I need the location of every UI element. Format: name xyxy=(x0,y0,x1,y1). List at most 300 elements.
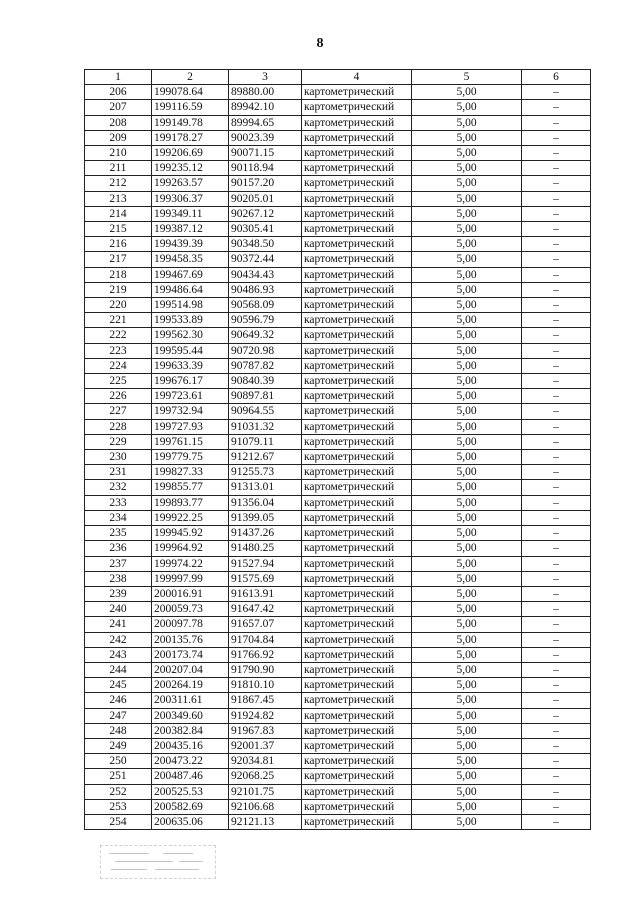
point-number-cell: 218 xyxy=(85,267,152,282)
table-row xyxy=(85,814,591,829)
description-cell: – xyxy=(522,799,591,814)
accuracy-cell: 5,00 xyxy=(412,282,522,297)
method-cell: картометрический xyxy=(302,191,412,206)
accuracy-cell: 5,00 xyxy=(412,754,522,769)
description-cell: – xyxy=(522,602,591,617)
accuracy-cell: 5,00 xyxy=(412,784,522,799)
point-number-cell: 253 xyxy=(85,799,152,814)
y-coordinate-cell: 91437.26 xyxy=(229,526,302,541)
method-cell: картометрический xyxy=(302,222,412,237)
table-row xyxy=(85,298,591,313)
accuracy-cell: 5,00 xyxy=(412,678,522,693)
table-row xyxy=(85,191,591,206)
point-number-cell: 236 xyxy=(85,541,152,556)
method-cell: картометрический xyxy=(302,100,412,115)
method-cell: картометрический xyxy=(302,571,412,586)
point-number-cell: 239 xyxy=(85,586,152,601)
method-cell: картометрический xyxy=(302,738,412,753)
description-cell: – xyxy=(522,237,591,252)
description-cell: – xyxy=(522,632,591,647)
accuracy-cell: 5,00 xyxy=(412,389,522,404)
accuracy-cell: 5,00 xyxy=(412,526,522,541)
description-cell: – xyxy=(522,495,591,510)
method-cell: картометрический xyxy=(302,693,412,708)
x-coordinate-cell: 199235.12 xyxy=(152,161,229,176)
description-cell: – xyxy=(522,343,591,358)
point-number-cell: 238 xyxy=(85,571,152,586)
y-coordinate-cell: 90720.98 xyxy=(229,343,302,358)
y-coordinate-cell: 91480.25 xyxy=(229,541,302,556)
point-number-cell: 237 xyxy=(85,556,152,571)
table-row xyxy=(85,404,591,419)
point-number-cell: 248 xyxy=(85,723,152,738)
y-coordinate-cell: 90305.41 xyxy=(229,222,302,237)
accuracy-cell: 5,00 xyxy=(412,176,522,191)
description-cell: – xyxy=(522,176,591,191)
x-coordinate-cell: 200582.69 xyxy=(152,799,229,814)
coordinates-table xyxy=(84,69,591,830)
method-cell: картометрический xyxy=(302,237,412,252)
table-row xyxy=(85,693,591,708)
description-cell: – xyxy=(522,541,591,556)
y-coordinate-cell: 91790.90 xyxy=(229,662,302,677)
method-cell: картометрический xyxy=(302,708,412,723)
accuracy-cell: 5,00 xyxy=(412,602,522,617)
description-cell: – xyxy=(522,100,591,115)
table-row xyxy=(85,389,591,404)
method-cell: картометрический xyxy=(302,343,412,358)
page-number: 8 xyxy=(316,36,324,51)
point-number-cell: 247 xyxy=(85,708,152,723)
x-coordinate-cell: 200264.19 xyxy=(152,678,229,693)
accuracy-cell: 5,00 xyxy=(412,191,522,206)
accuracy-cell: 5,00 xyxy=(412,450,522,465)
description-cell: – xyxy=(522,678,591,693)
table-row xyxy=(85,343,591,358)
y-coordinate-cell: 90787.82 xyxy=(229,358,302,373)
table-row xyxy=(85,678,591,693)
table-row xyxy=(85,647,591,662)
description-cell: – xyxy=(522,130,591,145)
description-cell: – xyxy=(522,419,591,434)
method-cell: картометрический xyxy=(302,662,412,677)
accuracy-cell: 5,00 xyxy=(412,738,522,753)
description-cell: – xyxy=(522,723,591,738)
accuracy-cell: 5,00 xyxy=(412,465,522,480)
description-cell: – xyxy=(522,571,591,586)
x-coordinate-cell: 199349.11 xyxy=(152,206,229,221)
method-cell: картометрический xyxy=(302,85,412,100)
x-coordinate-cell: 199997.99 xyxy=(152,571,229,586)
point-number-cell: 228 xyxy=(85,419,152,434)
y-coordinate-cell: 90596.79 xyxy=(229,313,302,328)
description-cell: – xyxy=(522,252,591,267)
point-number-cell: 230 xyxy=(85,450,152,465)
table-row xyxy=(85,769,591,784)
accuracy-cell: 5,00 xyxy=(412,313,522,328)
x-coordinate-cell: 199633.39 xyxy=(152,358,229,373)
table-row xyxy=(85,85,591,100)
method-cell: картометрический xyxy=(302,586,412,601)
method-cell: картометрический xyxy=(302,510,412,525)
method-cell: картометрический xyxy=(302,769,412,784)
description-cell: – xyxy=(522,206,591,221)
point-number-cell: 220 xyxy=(85,298,152,313)
method-cell: картометрический xyxy=(302,161,412,176)
x-coordinate-cell: 199514.98 xyxy=(152,298,229,313)
point-number-cell: 222 xyxy=(85,328,152,343)
x-coordinate-cell: 199206.69 xyxy=(152,146,229,161)
description-cell: – xyxy=(522,298,591,313)
description-cell: – xyxy=(522,85,591,100)
accuracy-cell: 5,00 xyxy=(412,586,522,601)
accuracy-cell: 5,00 xyxy=(412,556,522,571)
description-cell: – xyxy=(522,480,591,495)
method-cell: картометрический xyxy=(302,556,412,571)
y-coordinate-cell: 90372.44 xyxy=(229,252,302,267)
table-row xyxy=(85,526,591,541)
description-cell: – xyxy=(522,784,591,799)
method-cell: картометрический xyxy=(302,814,412,829)
accuracy-cell: 5,00 xyxy=(412,206,522,221)
description-cell: – xyxy=(522,769,591,784)
method-cell: картометрический xyxy=(302,389,412,404)
table-row xyxy=(85,222,591,237)
point-number-cell: 240 xyxy=(85,602,152,617)
table-row xyxy=(85,176,591,191)
y-coordinate-cell: 89994.65 xyxy=(229,115,302,130)
description-cell: – xyxy=(522,267,591,282)
y-coordinate-cell: 92001.37 xyxy=(229,738,302,753)
table-row xyxy=(85,252,591,267)
x-coordinate-cell: 200349.60 xyxy=(152,708,229,723)
accuracy-cell: 5,00 xyxy=(412,571,522,586)
y-coordinate-cell: 92068.25 xyxy=(229,769,302,784)
x-coordinate-cell: 200473.22 xyxy=(152,754,229,769)
x-coordinate-cell: 199827.33 xyxy=(152,465,229,480)
accuracy-cell: 5,00 xyxy=(412,708,522,723)
point-number-cell: 245 xyxy=(85,678,152,693)
description-cell: – xyxy=(522,191,591,206)
x-coordinate-cell: 199387.12 xyxy=(152,222,229,237)
description-cell: – xyxy=(522,389,591,404)
description-cell: – xyxy=(522,328,591,343)
accuracy-cell: 5,00 xyxy=(412,480,522,495)
point-number-cell: 225 xyxy=(85,374,152,389)
point-number-cell: 246 xyxy=(85,693,152,708)
table-row xyxy=(85,358,591,373)
method-cell: картометрический xyxy=(302,799,412,814)
y-coordinate-cell: 92106.68 xyxy=(229,799,302,814)
y-coordinate-cell: 90649.32 xyxy=(229,328,302,343)
description-cell: – xyxy=(522,693,591,708)
point-number-cell: 252 xyxy=(85,784,152,799)
table-row xyxy=(85,237,591,252)
description-cell: – xyxy=(522,586,591,601)
y-coordinate-cell: 91613.91 xyxy=(229,586,302,601)
point-number-cell: 242 xyxy=(85,632,152,647)
y-coordinate-cell: 91924.82 xyxy=(229,708,302,723)
y-coordinate-cell: 91313.01 xyxy=(229,480,302,495)
x-coordinate-cell: 200207.04 xyxy=(152,662,229,677)
point-number-cell: 227 xyxy=(85,404,152,419)
method-cell: картометрический xyxy=(302,450,412,465)
x-coordinate-cell: 200059.73 xyxy=(152,602,229,617)
description-cell: – xyxy=(522,222,591,237)
method-cell: картометрический xyxy=(302,526,412,541)
accuracy-cell: 5,00 xyxy=(412,252,522,267)
table-row xyxy=(85,130,591,145)
table-body xyxy=(85,85,591,830)
point-number-cell: 231 xyxy=(85,465,152,480)
x-coordinate-cell: 200525.53 xyxy=(152,784,229,799)
x-coordinate-cell: 199562.30 xyxy=(152,328,229,343)
method-cell: картометрический xyxy=(302,374,412,389)
accuracy-cell: 5,00 xyxy=(412,510,522,525)
x-coordinate-cell: 199727.93 xyxy=(152,419,229,434)
accuracy-cell: 5,00 xyxy=(412,85,522,100)
table-row xyxy=(85,799,591,814)
x-coordinate-cell: 200635.06 xyxy=(152,814,229,829)
y-coordinate-cell: 90157.20 xyxy=(229,176,302,191)
method-cell: картометрический xyxy=(302,130,412,145)
accuracy-cell: 5,00 xyxy=(412,769,522,784)
method-cell: картометрический xyxy=(302,358,412,373)
x-coordinate-cell: 199732.94 xyxy=(152,404,229,419)
table-row xyxy=(85,495,591,510)
description-cell: – xyxy=(522,450,591,465)
description-cell: – xyxy=(522,814,591,829)
accuracy-cell: 5,00 xyxy=(412,647,522,662)
point-number-cell: 254 xyxy=(85,814,152,829)
table-row xyxy=(85,146,591,161)
y-coordinate-cell: 90205.01 xyxy=(229,191,302,206)
description-cell: – xyxy=(522,313,591,328)
y-coordinate-cell: 92034.81 xyxy=(229,754,302,769)
method-cell: картометрический xyxy=(302,267,412,282)
accuracy-cell: 5,00 xyxy=(412,541,522,556)
y-coordinate-cell: 91967.83 xyxy=(229,723,302,738)
x-coordinate-cell: 199974.22 xyxy=(152,556,229,571)
table-row xyxy=(85,586,591,601)
method-cell: картометрический xyxy=(302,206,412,221)
method-cell: картометрический xyxy=(302,465,412,480)
x-coordinate-cell: 199761.15 xyxy=(152,434,229,449)
header-col-4: 4 xyxy=(302,70,412,85)
description-cell: – xyxy=(522,556,591,571)
x-coordinate-cell: 199486.64 xyxy=(152,282,229,297)
y-coordinate-cell: 91766.92 xyxy=(229,647,302,662)
accuracy-cell: 5,00 xyxy=(412,617,522,632)
header-col-6: 6 xyxy=(522,70,591,85)
method-cell: картометрический xyxy=(302,632,412,647)
accuracy-cell: 5,00 xyxy=(412,358,522,373)
y-coordinate-cell: 91356.04 xyxy=(229,495,302,510)
y-coordinate-cell: 91575.69 xyxy=(229,571,302,586)
x-coordinate-cell: 199595.44 xyxy=(152,343,229,358)
accuracy-cell: 5,00 xyxy=(412,298,522,313)
point-number-cell: 214 xyxy=(85,206,152,221)
point-number-cell: 234 xyxy=(85,510,152,525)
table-row xyxy=(85,267,591,282)
point-number-cell: 224 xyxy=(85,358,152,373)
method-cell: картометрический xyxy=(302,754,412,769)
method-cell: картометрический xyxy=(302,678,412,693)
description-cell: – xyxy=(522,465,591,480)
x-coordinate-cell: 199149.78 xyxy=(152,115,229,130)
accuracy-cell: 5,00 xyxy=(412,161,522,176)
y-coordinate-cell: 90118.94 xyxy=(229,161,302,176)
table-row xyxy=(85,784,591,799)
header-col-5: 5 xyxy=(412,70,522,85)
description-cell: – xyxy=(522,161,591,176)
description-cell: – xyxy=(522,434,591,449)
method-cell: картометрический xyxy=(302,146,412,161)
table-row xyxy=(85,465,591,480)
y-coordinate-cell: 90486.93 xyxy=(229,282,302,297)
method-cell: картометрический xyxy=(302,252,412,267)
point-number-cell: 244 xyxy=(85,662,152,677)
y-coordinate-cell: 90071.15 xyxy=(229,146,302,161)
x-coordinate-cell: 200487.46 xyxy=(152,769,229,784)
table-row xyxy=(85,434,591,449)
method-cell: картометрический xyxy=(302,541,412,556)
y-coordinate-cell: 91212.67 xyxy=(229,450,302,465)
x-coordinate-cell: 199467.69 xyxy=(152,267,229,282)
x-coordinate-cell: 199945.92 xyxy=(152,526,229,541)
description-cell: – xyxy=(522,115,591,130)
y-coordinate-cell: 91255.73 xyxy=(229,465,302,480)
table-row xyxy=(85,556,591,571)
method-cell: картометрический xyxy=(302,328,412,343)
method-cell: картометрический xyxy=(302,495,412,510)
table-row xyxy=(85,313,591,328)
accuracy-cell: 5,00 xyxy=(412,814,522,829)
description-cell: – xyxy=(522,738,591,753)
accuracy-cell: 5,00 xyxy=(412,374,522,389)
x-coordinate-cell: 200173.74 xyxy=(152,647,229,662)
x-coordinate-cell: 199533.89 xyxy=(152,313,229,328)
x-coordinate-cell: 199676.17 xyxy=(152,374,229,389)
point-number-cell: 215 xyxy=(85,222,152,237)
y-coordinate-cell: 90434.43 xyxy=(229,267,302,282)
header-col-2: 2 xyxy=(152,70,229,85)
description-cell: – xyxy=(522,708,591,723)
x-coordinate-cell: 199263.57 xyxy=(152,176,229,191)
point-number-cell: 232 xyxy=(85,480,152,495)
table-row xyxy=(85,723,591,738)
accuracy-cell: 5,00 xyxy=(412,434,522,449)
table-row xyxy=(85,617,591,632)
y-coordinate-cell: 90964.55 xyxy=(229,404,302,419)
y-coordinate-cell: 90023.39 xyxy=(229,130,302,145)
point-number-cell: 235 xyxy=(85,526,152,541)
y-coordinate-cell: 90897.81 xyxy=(229,389,302,404)
method-cell: картометрический xyxy=(302,723,412,738)
x-coordinate-cell: 200382.84 xyxy=(152,723,229,738)
description-cell: – xyxy=(522,404,591,419)
point-number-cell: 229 xyxy=(85,434,152,449)
description-cell: – xyxy=(522,647,591,662)
x-coordinate-cell: 199178.27 xyxy=(152,130,229,145)
point-number-cell: 207 xyxy=(85,100,152,115)
method-cell: картометрический xyxy=(302,602,412,617)
point-number-cell: 223 xyxy=(85,343,152,358)
description-cell: – xyxy=(522,282,591,297)
method-cell: картометрический xyxy=(302,176,412,191)
point-number-cell: 208 xyxy=(85,115,152,130)
accuracy-cell: 5,00 xyxy=(412,100,522,115)
x-coordinate-cell: 199116.59 xyxy=(152,100,229,115)
x-coordinate-cell: 199922.25 xyxy=(152,510,229,525)
description-cell: – xyxy=(522,374,591,389)
y-coordinate-cell: 90348.50 xyxy=(229,237,302,252)
x-coordinate-cell: 199723.61 xyxy=(152,389,229,404)
description-cell: – xyxy=(522,526,591,541)
x-coordinate-cell: 199964.92 xyxy=(152,541,229,556)
table-row xyxy=(85,115,591,130)
method-cell: картометрический xyxy=(302,282,412,297)
method-cell: картометрический xyxy=(302,115,412,130)
table-row xyxy=(85,754,591,769)
point-number-cell: 241 xyxy=(85,617,152,632)
accuracy-cell: 5,00 xyxy=(412,343,522,358)
accuracy-cell: 5,00 xyxy=(412,632,522,647)
point-number-cell: 221 xyxy=(85,313,152,328)
description-cell: – xyxy=(522,146,591,161)
y-coordinate-cell: 91527.94 xyxy=(229,556,302,571)
point-number-cell: 243 xyxy=(85,647,152,662)
method-cell: картометрический xyxy=(302,298,412,313)
description-cell: – xyxy=(522,617,591,632)
point-number-cell: 219 xyxy=(85,282,152,297)
x-coordinate-cell: 199855.77 xyxy=(152,480,229,495)
table-row xyxy=(85,602,591,617)
x-coordinate-cell: 200016.91 xyxy=(152,586,229,601)
description-cell: – xyxy=(522,358,591,373)
accuracy-cell: 5,00 xyxy=(412,495,522,510)
point-number-cell: 226 xyxy=(85,389,152,404)
x-coordinate-cell: 200311.61 xyxy=(152,693,229,708)
y-coordinate-cell: 91079.11 xyxy=(229,434,302,449)
table-row xyxy=(85,738,591,753)
table-row xyxy=(85,161,591,176)
table-row xyxy=(85,450,591,465)
y-coordinate-cell: 89880.00 xyxy=(229,85,302,100)
x-coordinate-cell: 199779.75 xyxy=(152,450,229,465)
y-coordinate-cell: 90267.12 xyxy=(229,206,302,221)
accuracy-cell: 5,00 xyxy=(412,146,522,161)
accuracy-cell: 5,00 xyxy=(412,799,522,814)
point-number-cell: 233 xyxy=(85,495,152,510)
point-number-cell: 251 xyxy=(85,769,152,784)
accuracy-cell: 5,00 xyxy=(412,419,522,434)
y-coordinate-cell: 91647.42 xyxy=(229,602,302,617)
accuracy-cell: 5,00 xyxy=(412,328,522,343)
description-cell: – xyxy=(522,510,591,525)
point-number-cell: 210 xyxy=(85,146,152,161)
header-col-3: 3 xyxy=(229,70,302,85)
header-col-1: 1 xyxy=(85,70,152,85)
point-number-cell: 209 xyxy=(85,130,152,145)
y-coordinate-cell: 91399.05 xyxy=(229,510,302,525)
accuracy-cell: 5,00 xyxy=(412,693,522,708)
table-row xyxy=(85,282,591,297)
table-row xyxy=(85,419,591,434)
y-coordinate-cell: 90840.39 xyxy=(229,374,302,389)
x-coordinate-cell: 200135.76 xyxy=(152,632,229,647)
method-cell: картометрический xyxy=(302,784,412,799)
